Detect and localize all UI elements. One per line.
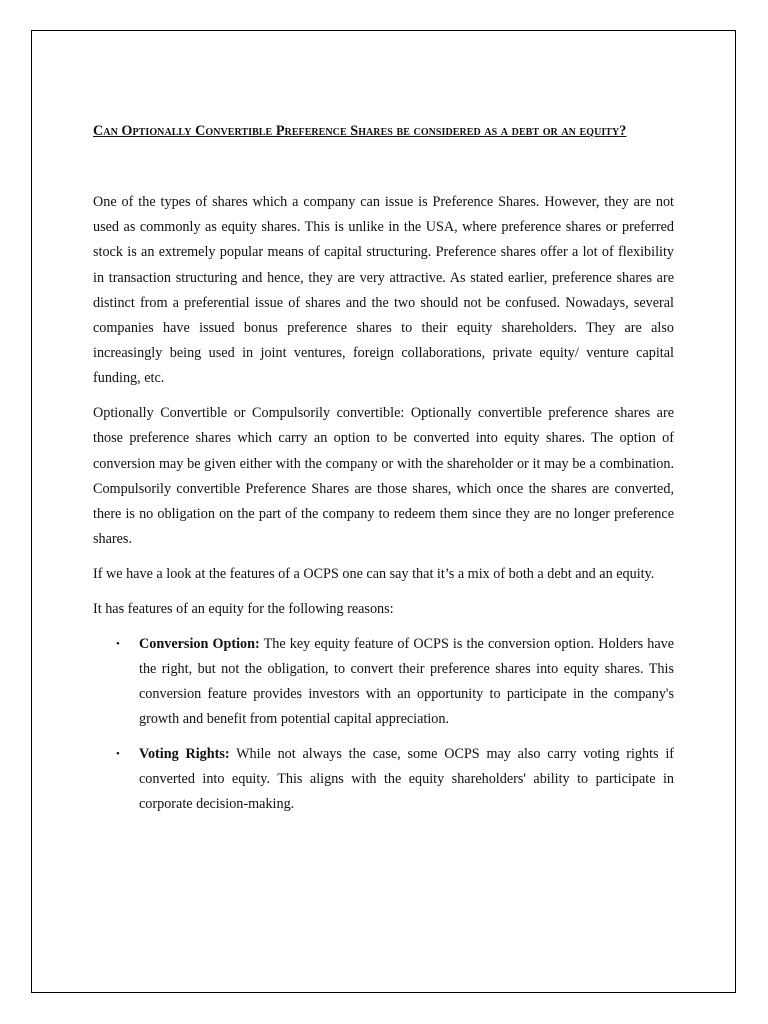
paragraph-ocps-mix: If we have a look at the features of a OCPS one can say that it’s a mix of both a debt and an equity. xyxy=(93,566,655,583)
document-title: Can Optionally Convertible Preference Shares be considered as a debt or an equity? xyxy=(93,123,627,139)
text-conversion-option: The key equity feature of OCPS is the conversion option. Holders have the right, but not the obligation, to convert their preference shares into equity shares. This conversion feature provides investors with an opportunity to participate in the company's growth and benefit from potential capital appreciation. xyxy=(139,635,675,728)
term-conversion-option: Conversion Option: xyxy=(139,635,260,652)
bullet-icon: • xyxy=(116,637,120,650)
equity-features-list xyxy=(93,632,674,818)
paragraph-equity-reasons-intro: It has features of an equity for the following reasons: xyxy=(93,600,394,617)
paragraph-preference-shares-intro: One of the types of shares which a company can issue is Preference Shares. However, they are not used as commonly as equity shares. This is unlike in the USA, where preference shares or preferred stock is an extremely popular means of capital structuring. Preference shares offer a lot of flexibility in transaction structuring and hence, they are very attractive. As stated earlier, preference shares are distinct from a preferential issue of shares and the two should not be confused. Nowadays, several companies have issued bonus preference shares to their equity shareholders. They are also increasingly being used in joint ventures, foreign collaborations, private equity/ venture capital funding, etc. xyxy=(93,194,674,387)
paragraph-convertible-definition: Optionally Convertible or Compulsorily convertible: Optionally convertible preference shares are those preference shares which carry an option to be converted into equity shares. The option of conversion may be given either with the company or with the shareholder or it may be a combination. Compulsorily convertible Preference Shares are those shares, which once the shares are converted, there is no obligation on the part of the company to redeem them since they are no longer preference shares. xyxy=(93,405,674,548)
bullet-icon: • xyxy=(116,748,120,761)
document-body xyxy=(93,118,674,827)
list-item-conversion-option xyxy=(93,632,674,733)
list-item-voting-rights xyxy=(93,742,674,818)
text-voting-rights: While not always the case, some OCPS may also carry voting rights if converted into equity. This aligns with the equity shareholders' ability to participate in corporate decision-making. xyxy=(139,746,674,813)
term-voting-rights: Voting Rights: xyxy=(139,746,230,763)
